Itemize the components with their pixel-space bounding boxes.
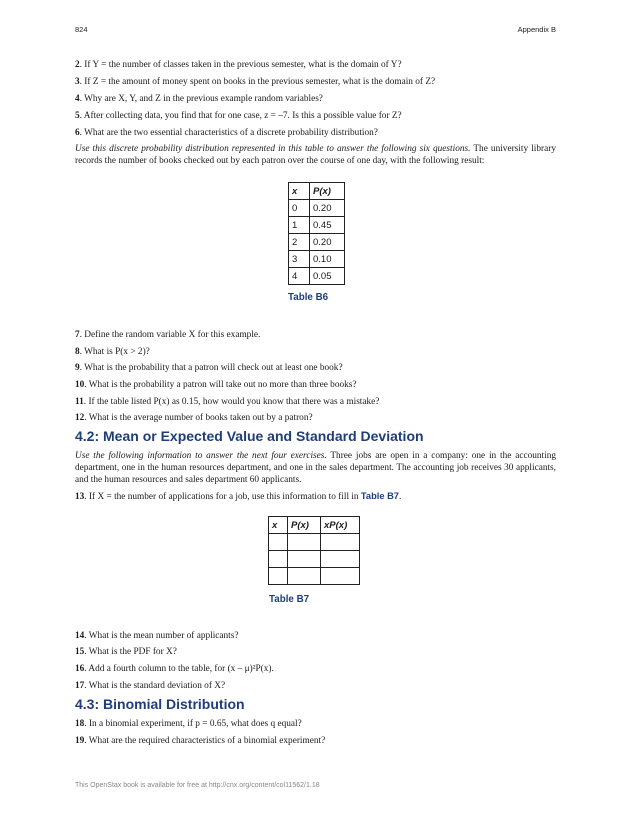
table-cell: [321, 551, 360, 568]
question-9: 9. What is the probability that a patron will check out at least one book?: [75, 363, 343, 373]
section-heading-4-2: 4.2: Mean or Expected Value and Standard Deviation: [75, 428, 424, 444]
question-12: 12. What is the average number of books taken out by a patron?: [75, 413, 313, 423]
question-8: 8. What is P(x > 2)?: [75, 347, 150, 357]
table-row: [289, 200, 345, 217]
table-cell: [321, 568, 360, 585]
table-cell: 0.05: [310, 268, 345, 285]
table-b7-link[interactable]: Table B7: [360, 491, 399, 501]
table-cell: [288, 551, 321, 568]
column-header: P(x): [288, 517, 321, 534]
table-cell: 0: [289, 200, 310, 217]
table-cell: [269, 534, 288, 551]
table-b6: [288, 182, 345, 285]
intro-table-b6: Use this discrete probability distribution represented in this table to answer the following six questions. The university library records the number of books checked out by each patron over the course of one day, with the following result:: [75, 144, 556, 166]
question-16: 16. Add a fourth column to the table, for (x – μ)²P(x).: [75, 664, 274, 674]
table-cell: 0.10: [310, 251, 345, 268]
table-cell: [321, 534, 360, 551]
table-cell: 1: [289, 217, 310, 234]
section-heading-4-3: 4.3: Binomial Distribution: [75, 696, 245, 712]
table-cell: 0.20: [310, 234, 345, 251]
table-row: [289, 268, 345, 285]
column-header: x: [289, 183, 310, 200]
table-cell: [269, 568, 288, 585]
question-19: 19. What are the required characteristics of a binomial experiment?: [75, 736, 326, 746]
table-cell: 4: [289, 268, 310, 285]
table-b6-caption: Table B6: [288, 292, 329, 303]
column-header: P(x): [310, 183, 345, 200]
table-cell: [288, 568, 321, 585]
footer-note: This OpenStax book is available for free at http://cnx.org/content/col11562/1.18: [75, 782, 320, 789]
question-17: 17. What is the standard deviation of X?: [75, 681, 226, 691]
table-row: [269, 534, 360, 551]
question-4: 4. Why are X, Y, and Z in the previous example random variables?: [75, 94, 323, 104]
table-row: [269, 568, 360, 585]
question-6: 6. What are the two essential characteristics of a discrete probability distribution?: [75, 128, 378, 138]
column-header: x: [269, 517, 288, 534]
table-header-row: [269, 517, 360, 534]
table-row: [289, 234, 345, 251]
table-cell: [269, 551, 288, 568]
question-15: 15. What is the PDF for X?: [75, 647, 177, 657]
table-cell: 3: [289, 251, 310, 268]
page-number: 824: [75, 25, 88, 34]
table-cell: [288, 534, 321, 551]
question-7: 7. Define the random variable X for this example.: [75, 330, 261, 340]
table-row: [289, 217, 345, 234]
question-13: 13. If X = the number of applications for a job, use this information to fill in Table B7.: [75, 491, 402, 502]
question-14: 14. What is the mean number of applicants?: [75, 631, 239, 641]
table-cell: 0.20: [310, 200, 345, 217]
table-cell: 0.45: [310, 217, 345, 234]
table-row: [289, 251, 345, 268]
question-11: 11. If the table listed P(x) as 0.15, how would you know that there was a mistake?: [75, 397, 380, 407]
question-3: 3. If Z = the amount of money spent on books in the previous semester, what is the domain of Z?: [75, 77, 436, 87]
question-5: 5. After collecting data, you find that for one case, z = –7. Is this a possible value for Z?: [75, 111, 402, 121]
table-b7-caption: Table B7: [269, 594, 310, 605]
column-header: xP(x): [321, 517, 360, 534]
running-header: Appendix B: [517, 25, 556, 34]
question-2: 2. If Y = the number of classes taken in the previous semester, what is the domain of Y?: [75, 60, 402, 70]
table-header-row: [289, 183, 345, 200]
table-cell: 2: [289, 234, 310, 251]
intro-section-4-2: Use the following information to answer the next four exercises. Three jobs are open in a company: one in the accounting department, one in the human resources department, and one in the sales department. The accounting job receives 30 applicants, and the human resources and sales department 60 applicants.: [75, 451, 556, 485]
question-10: 10. What is the probability a patron will take out no more than three books?: [75, 380, 357, 390]
table-b7: [268, 516, 360, 585]
table-row: [269, 551, 360, 568]
question-18: 18. In a binomial experiment, if p = 0.65, what does q equal?: [75, 719, 302, 729]
